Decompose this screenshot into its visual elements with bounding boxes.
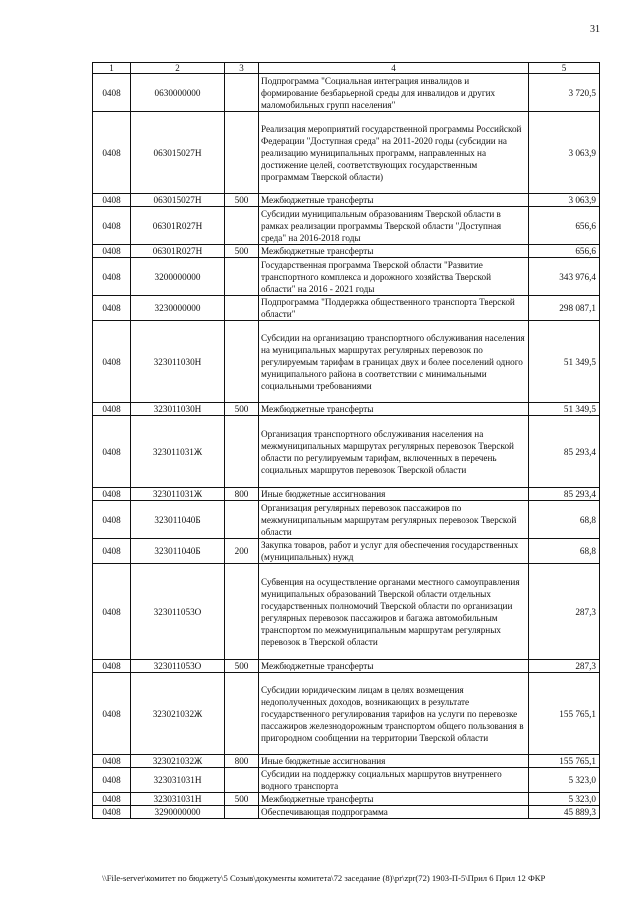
cell-code: 323011030Н — [131, 403, 225, 416]
cell-amount: 287,3 — [529, 564, 600, 660]
cell-section: 0408 — [93, 258, 131, 296]
budget-table — [92, 62, 600, 819]
cell-type — [225, 673, 259, 755]
cell-section: 0408 — [93, 806, 131, 819]
column-header-5: 5 — [529, 63, 600, 74]
table-row — [93, 564, 600, 660]
table-row — [93, 321, 600, 403]
cell-type: 200 — [225, 539, 259, 564]
table-row — [93, 755, 600, 768]
cell-type — [225, 74, 259, 112]
cell-amount: 3 720,5 — [529, 74, 600, 112]
cell-type — [225, 258, 259, 296]
cell-section: 0408 — [93, 660, 131, 673]
cell-name: Межбюджетные трансферты — [259, 194, 529, 207]
table-row — [93, 660, 600, 673]
cell-name: Субсидии на поддержку социальных маршрутов внутреннего водного транспорта — [259, 768, 529, 793]
cell-section: 0408 — [93, 768, 131, 793]
cell-type: 800 — [225, 488, 259, 501]
cell-name: Подпрограмма "Поддержка общественного транспорта Тверской области" — [259, 296, 529, 321]
cell-amount: 155 765,1 — [529, 673, 600, 755]
cell-type: 500 — [225, 245, 259, 258]
cell-name: Реализация мероприятий государственной программы Российской Федерации "Доступная среда" на 2011-2020 годы (субсидии на реализацию муниципальных программ, направленных на достижение целей, соответствующих государственным программам Тверской области) — [259, 112, 529, 194]
cell-amount: 5 323,0 — [529, 793, 600, 806]
cell-code: 323021032Ж — [131, 673, 225, 755]
cell-code: 0630000000 — [131, 74, 225, 112]
page-number: 31 — [590, 24, 600, 35]
cell-amount: 3 063,9 — [529, 194, 600, 207]
cell-section: 0408 — [93, 539, 131, 564]
table-header-row — [93, 63, 600, 74]
table-row — [93, 793, 600, 806]
cell-section: 0408 — [93, 245, 131, 258]
cell-name: Иные бюджетные ассигнования — [259, 488, 529, 501]
table-row — [93, 258, 600, 296]
cell-type — [225, 768, 259, 793]
cell-name: Организация регулярных перевозок пассажиров по межмуниципальным маршрутам регулярных перевозок Тверской области — [259, 501, 529, 539]
cell-amount: 656,6 — [529, 245, 600, 258]
cell-amount: 155 765,1 — [529, 755, 600, 768]
column-header-4: 4 — [259, 63, 529, 74]
table-row — [93, 416, 600, 488]
cell-code: 323031031Н — [131, 793, 225, 806]
cell-type — [225, 416, 259, 488]
cell-name: Государственная программа Тверской области "Развитие транспортного комплекса и дорожного хозяйства Тверской области" на 2016 - 2021 годы — [259, 258, 529, 296]
cell-amount: 68,8 — [529, 501, 600, 539]
cell-type: 500 — [225, 194, 259, 207]
cell-amount: 51 349,5 — [529, 403, 600, 416]
table-row — [93, 673, 600, 755]
file-path-footer: \\File-server\комитет по бюджету\5 Созыв\документы комитета\72 заседание (8)\pr\zpr(72) 1903-П-5\Прил 6 Прил 12 ФКР — [102, 873, 546, 883]
cell-amount: 656,6 — [529, 207, 600, 245]
table-row — [93, 488, 600, 501]
cell-type: 800 — [225, 755, 259, 768]
cell-code: 323011053О — [131, 564, 225, 660]
cell-name: Закупка товаров, работ и услуг для обеспечения государственных (муниципальных) нужд — [259, 539, 529, 564]
cell-section: 0408 — [93, 194, 131, 207]
cell-section: 0408 — [93, 673, 131, 755]
cell-section: 0408 — [93, 416, 131, 488]
table-row — [93, 74, 600, 112]
cell-name: Субвенция на осуществление органами местного самоуправления муниципальных образований Тверской области отдельных государственных полномочий Тверской области по организации регулярных перевозок пассажиров и багажа автомобильным транспортом по межмуниципальным маршрутам регулярных перевозок в Тверской области — [259, 564, 529, 660]
table-row — [93, 194, 600, 207]
table-row — [93, 403, 600, 416]
cell-amount: 3 063,9 — [529, 112, 600, 194]
cell-amount: 68,8 — [529, 539, 600, 564]
column-header-1: 1 — [93, 63, 131, 74]
cell-section: 0408 — [93, 112, 131, 194]
cell-amount: 298 087,1 — [529, 296, 600, 321]
cell-code: 323011053О — [131, 660, 225, 673]
cell-code: 323011031Ж — [131, 488, 225, 501]
cell-code: 323011031Ж — [131, 416, 225, 488]
cell-name: Межбюджетные трансферты — [259, 793, 529, 806]
table-row — [93, 207, 600, 245]
table-row — [93, 501, 600, 539]
cell-amount: 287,3 — [529, 660, 600, 673]
cell-name: Подпрограмма "Социальная интеграция инвалидов и формирование безбарьерной среды для инвалидов и других маломобильных групп населения" — [259, 74, 529, 112]
cell-section: 0408 — [93, 793, 131, 806]
cell-name: Межбюджетные трансферты — [259, 660, 529, 673]
cell-section: 0408 — [93, 403, 131, 416]
cell-type — [225, 564, 259, 660]
cell-name: Субсидии муниципальным образованиям Тверской области в рамках реализации программы Тверской области "Доступная среда" на 2016-2018 годы — [259, 207, 529, 245]
cell-amount: 51 349,5 — [529, 321, 600, 403]
cell-code: 063015027Н — [131, 194, 225, 207]
cell-section: 0408 — [93, 488, 131, 501]
cell-type: 500 — [225, 660, 259, 673]
table-body — [93, 74, 600, 819]
cell-amount: 343 976,4 — [529, 258, 600, 296]
cell-code: 06301R027Н — [131, 207, 225, 245]
cell-name: Организация транспортного обслуживания населения на межмуниципальных маршрутах регулярных перевозок Тверской области по регулируемым тарифам, включенных в перечень социальных маршрутов перевозок Тверской области — [259, 416, 529, 488]
cell-type — [225, 112, 259, 194]
cell-type — [225, 321, 259, 403]
cell-amount: 5 323,0 — [529, 768, 600, 793]
cell-code: 3200000000 — [131, 258, 225, 296]
cell-name: Обеспечивающая подпрограмма — [259, 806, 529, 819]
cell-section: 0408 — [93, 755, 131, 768]
cell-type — [225, 296, 259, 321]
cell-section: 0408 — [93, 564, 131, 660]
cell-section: 0408 — [93, 321, 131, 403]
cell-code: 323011040Б — [131, 501, 225, 539]
cell-type — [225, 806, 259, 819]
table-row — [93, 806, 600, 819]
cell-code: 06301R027Н — [131, 245, 225, 258]
cell-type: 500 — [225, 793, 259, 806]
cell-section: 0408 — [93, 501, 131, 539]
cell-code: 323011040Б — [131, 539, 225, 564]
cell-amount: 85 293,4 — [529, 416, 600, 488]
cell-name: Субсидии юридическим лицам в целях возмещения недополученных доходов, возникающих в результате государственного регулирования тарифов на услуги по перевозке пассажиров железнодорожным транспортом общего пользования в пригородном сообщении на территории Тверской области — [259, 673, 529, 755]
table-row — [93, 245, 600, 258]
cell-type — [225, 207, 259, 245]
cell-section: 0408 — [93, 296, 131, 321]
table-row — [93, 539, 600, 564]
cell-name: Межбюджетные трансферты — [259, 245, 529, 258]
cell-code: 323031031Н — [131, 768, 225, 793]
cell-type: 500 — [225, 403, 259, 416]
cell-name: Межбюджетные трансферты — [259, 403, 529, 416]
cell-section: 0408 — [93, 207, 131, 245]
cell-type — [225, 501, 259, 539]
cell-name: Субсидии на организацию транспортного обслуживания населения на муниципальных маршрутах регулярных перевозок по регулируемым тарифам в границах двух и более поселений одного муниципального района в соответствии с минимальными социальными требованиями — [259, 321, 529, 403]
table-row — [93, 296, 600, 321]
cell-amount: 45 889,3 — [529, 806, 600, 819]
cell-section: 0408 — [93, 74, 131, 112]
cell-code: 063015027Н — [131, 112, 225, 194]
cell-code: 323021032Ж — [131, 755, 225, 768]
cell-code: 323011030Н — [131, 321, 225, 403]
table-row — [93, 112, 600, 194]
column-header-3: 3 — [225, 63, 259, 74]
cell-amount: 85 293,4 — [529, 488, 600, 501]
cell-code: 3290000000 — [131, 806, 225, 819]
cell-code: 3230000000 — [131, 296, 225, 321]
cell-name: Иные бюджетные ассигнования — [259, 755, 529, 768]
column-header-2: 2 — [131, 63, 225, 74]
table-row — [93, 768, 600, 793]
